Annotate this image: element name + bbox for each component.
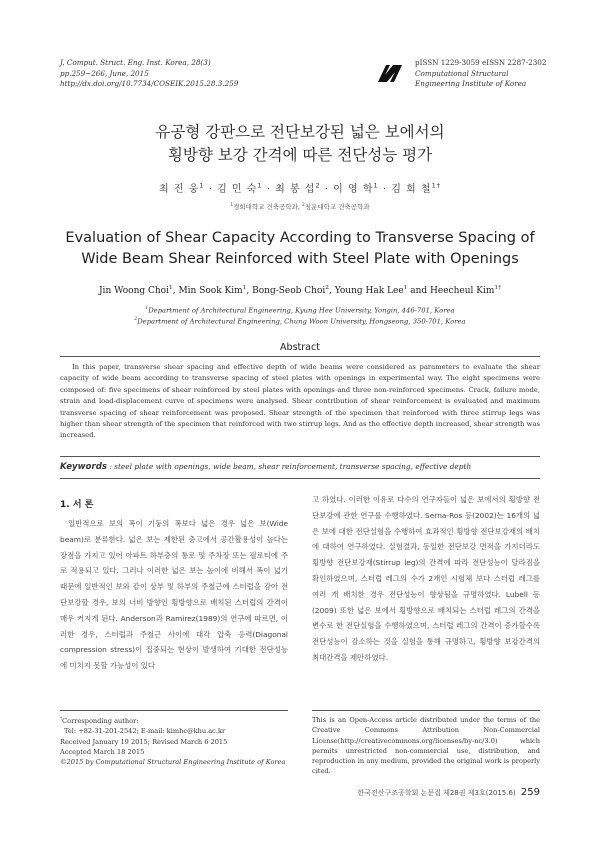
author-ko-2: 김 민 숙 bbox=[217, 184, 258, 195]
author-separator: · bbox=[324, 184, 329, 195]
abstract-heading: Abstract bbox=[280, 342, 320, 353]
english-affiliations: $^1$Department of Architectural Engineering, Kyung Hee University, Yongin, 446-701, Korea $^2$Department of Architectural Engineering, Chung Woon University, Hongseong, 350-701, Korea bbox=[134, 306, 466, 326]
journal-pages: pp.259~266, June, 2015 bbox=[60, 68, 149, 78]
journal-header bbox=[60, 58, 238, 90]
keywords-rule bbox=[60, 478, 540, 479]
license-footnote: This is an Open-Access article distributed under the terms of the Creative Commons Attribution Non-Commercial License(http://creativecommons.org/licenses/by-nc/3.0) which permits unrestricted non-commercial use, distribution, and reproduction in any medium, provided the original work is properly cited. bbox=[312, 716, 540, 776]
author-ko-5: 김 희 철 bbox=[391, 184, 432, 195]
copyright-line: ©2015 by Computational Structural Engineering Institute of Korea bbox=[60, 758, 286, 767]
footnote-rule-right bbox=[312, 710, 540, 711]
korean-authors: 최 진 웅$^1$ · 김 민 숙$^1$ · 최 봉 섭$^2$ · 이 영 학$^1$ · 김 희 철$^{1\dagger}$ bbox=[159, 181, 441, 195]
abstract-bottom-rule bbox=[60, 456, 540, 457]
doi-link[interactable]: http://dx.doi.org/10.7734/COSEIK.2015.28.3.259 bbox=[60, 79, 239, 88]
corresponding-author-footnote: †Corresponding author: Tel: +82-31-201-2542; E-mail: kimhc@khu.ac.kr Received January 19 2015; Revised March 6 2015 Accepted March 18 2015 ©2015 by Computational Structural Engineering Institute of Korea bbox=[60, 715, 288, 768]
author-separator: · bbox=[382, 184, 388, 195]
journal-citation: J. Comput. Struct. Eng. Inst. Korea, 28(3) bbox=[60, 58, 211, 67]
received-line: Received January 19 2015; Revised March 6 2015 bbox=[60, 737, 228, 746]
society-logo-icon bbox=[377, 63, 403, 83]
abstract-top-rule bbox=[60, 356, 540, 357]
korean-title-line2: 횡방향 보강 간격에 따른 전단성능 평가 bbox=[167, 146, 433, 164]
affiliation-en-2: Department of Architectural Engineering, Chung Woon University, Hongseong, 350-701, Korea bbox=[137, 317, 466, 326]
society-name-line2: Engineering Institute of Korea bbox=[415, 79, 527, 88]
korean-title-line1: 유공형 강판으로 전단보강된 넓은 보에서의 bbox=[155, 123, 445, 141]
keywords-text: : steel plate with openings, wide beam, shear reinforcement, transverse spacing, effective depth bbox=[109, 462, 472, 471]
corresponding-label: Corresponding author: bbox=[62, 717, 139, 726]
intro-left-column: 일반적으로 보의 폭이 기둥의 폭보다 넓은 경우 넓은 보(Wide beam)로 분류한다. 넓은 보는 제한된 층고에서 공간활용성이 높다는 장점을 가지고 있어 아파트 하부층의 통로 및 주차장 또는 필로티에 주로 적용되고 있다. 그러나 이러한 넓은 보는 높이에 비해서 폭이 넓기 때문에 일반적인 보와 같이 상부 및 하부의 주철근에 스터럽을 감아 전단보강할 경우, 보의 너비 방향인 횡방향으로 배치된 스터럽의 간격이 매우 커지게 된다. Anderson과 Ramirez(1989)의 연구에 따르면, 이러한 경우, 스터럽과 주철근 사이에 대각 압축 응력(Diagonal compression stress)이 집중되는 현상이 발생하여 기대한 전단성능에 미치지 못할 가능성이 있다 bbox=[60, 519, 288, 671]
affiliation-ko-1: 경희대학교 건축공학과, bbox=[233, 203, 300, 212]
contact-line: Tel: +82-31-201-2542; E-mail: kimhc@khu.ac.kr bbox=[64, 727, 226, 736]
affiliation-en-1: Department of Architectural Engineering, Kyung Hee University, Yongin, 446-701, Korea bbox=[148, 306, 455, 315]
english-title bbox=[0, 228, 600, 270]
author-en-5: Heecheul Kim bbox=[430, 286, 495, 296]
english-title-line2: Wide Beam Shear Reinforced with Steel Plate with Openings bbox=[81, 251, 519, 267]
keywords-label: Keywords bbox=[60, 462, 107, 472]
english-authors: Jin Woong Choi$^1$, Min Sook Kim$^1$, Bong-Seob Choi$^2$, Young Hak Lee$^1$ and Heecheul Kim$^{1\dagger}$ bbox=[98, 285, 502, 296]
section-heading: 1. 서 론 bbox=[60, 500, 94, 510]
affiliation-ko-2: 청운대학교 건축공학과 bbox=[304, 203, 370, 212]
society-header bbox=[415, 58, 546, 90]
issn: pISSN 1229-3059 eISSN 2287-2302 bbox=[415, 58, 547, 67]
footnote-rule-left bbox=[60, 710, 288, 711]
author-en-2: Min Sook Kim bbox=[178, 286, 243, 296]
author-separator: · bbox=[266, 184, 271, 195]
abstract-text: In this paper, transverse shear spacing and effective depth of wide beams were considered as parameters to evaluate the shear capacity of wide beam according to transverse spacing of steel plates with openings in experimental way. The eight specimens were composed of: five specimens of shear reinforced by steel plates with openings and three non-reinforced specimens. Crack, failure mode, strain and load-displacement curve of specimens were analysed. Shear contribution of shear reinforcement is evaluated and maximum transverse spacing of shear reinforcement was proposed. Shear strength of the specimen that reinforced with three stirrup legs was higher than shear strength of the specimen that reinforced with two stirrup legs. And as the effective depth increased, shear strength was increased. bbox=[60, 363, 540, 440]
english-title-line1: Evaluation of Shear Capacity According to Transverse Spacing of bbox=[65, 230, 535, 246]
accepted-line: Accepted March 18 2015 bbox=[60, 748, 145, 757]
author-ko-1: 최 진 웅 bbox=[159, 184, 200, 195]
page-footer bbox=[300, 787, 540, 798]
author-en-1: Jin Woong Choi bbox=[98, 286, 169, 296]
korean-title bbox=[0, 121, 600, 167]
korean-affiliations: $^1$경희대학교 건축공학과, $^2$청운대학교 건축공학과 bbox=[230, 202, 370, 212]
author-ko-3: 최 봉 섭 bbox=[275, 184, 316, 195]
page-number: 259 bbox=[520, 787, 540, 798]
intro-right-column: 고 하였다. 이러한 이유로 다수의 연구자들이 넓은 보에서의 횡방향 전단보강에 관한 연구를 수행하였다. Serna-Ros 등(2002)는 16개의 넓은 보에 대한 전단실험을 수행하여 효과적인 횡방향 전단보강재의 배치에 대하여 연구하였다. 실험결과, 동일한 전단보강 면적을 가지더라도 횡방향 전단보강재(Stirrup leg)의 간격에 따라 전단성능이 달라짐을 확인하였으며, 스터럽 레그의 수가 2개인 시험체 보다 스터럽 레그를 여러 개 배치한 경우 전단성능이 향상됨을 규명하였다. Lubell 등(2009) 또한 넓은 보에서 횡방향으로 배치되는 스터럽 레그의 간격을 변수로 한 전단실험을 수행하였으며, 스터럽 레그의 간격이 증가할수록 전단성능이 감소하는 것을 실험을 통해 규명하고, 횡방향 보강간격의 최대간격을 제안하였다. bbox=[312, 495, 540, 662]
author-en-4: Young Hak Lee bbox=[334, 286, 404, 296]
author-en-3: Bong-Seob Choi bbox=[252, 286, 326, 296]
author-ko-4: 이 영 학 bbox=[333, 184, 374, 195]
keywords bbox=[60, 462, 540, 472]
author-separator: · bbox=[208, 184, 213, 195]
society-name-line1: Computational Structural bbox=[415, 68, 509, 78]
footer-journal: 한국전산구조공학회 논문집 제28권 제3호(2015.6) bbox=[357, 789, 516, 797]
